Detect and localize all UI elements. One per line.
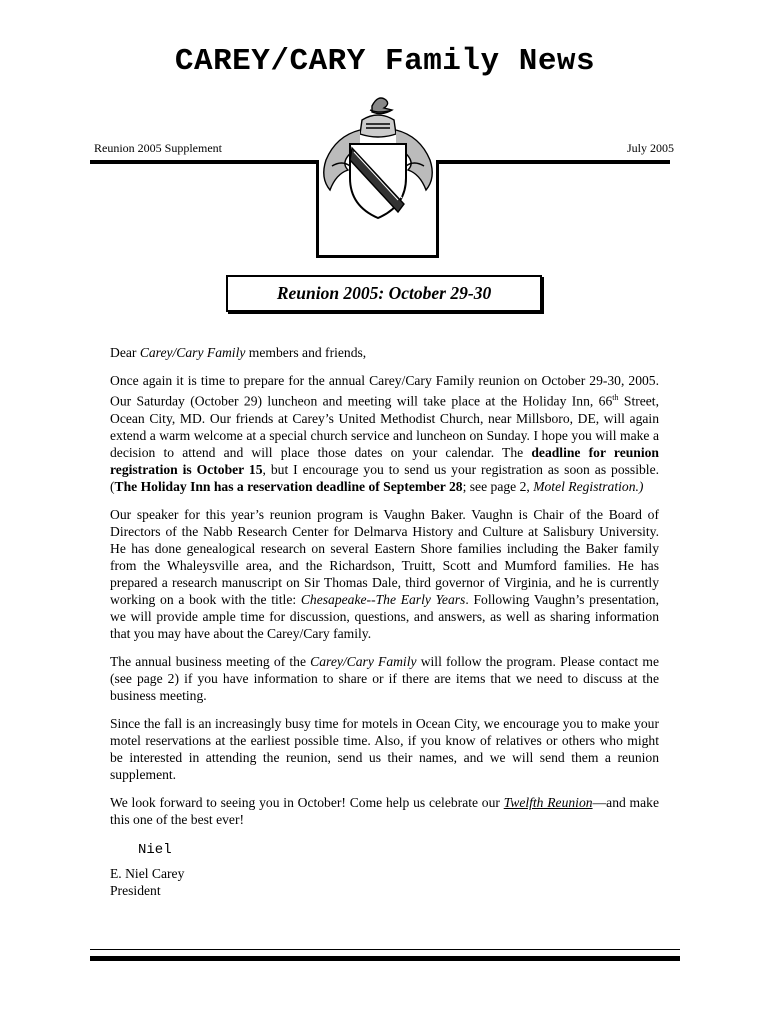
footer-rule-thick xyxy=(90,956,680,961)
paragraph-closing: We look forward to seeing you in October! Come help us celebrate our Twelfth Reunion—and make this one of the best ever! xyxy=(110,794,659,827)
letter-body xyxy=(110,344,659,899)
signer-name: E. Niel Carey xyxy=(110,865,185,881)
greeting: Dear Carey/Cary Family members and friends, xyxy=(110,345,367,360)
header-rule-right xyxy=(436,160,670,164)
coat-of-arms-icon xyxy=(310,86,446,236)
newsletter-title: CAREY/CARY Family News xyxy=(174,44,596,79)
paragraph-intro: Once again it is time to prepare for the annual Carey/Cary Family reunion on October 29-30, 2005. Our Saturday (October 29) luncheon and meeting will take place at the Holiday Inn, 66th Street, Ocean City, MD. Our friends at Carey’s United Methodist Church, near Millsboro, DE, will again extend a warm welcome at a special church service and luncheon on Sunday. I hope you will make a decision to attend and will place those dates on your calendar. The deadline for reunion registration is October 15, but I encourage you to send us your registration as soon as possible. (The Holiday Inn has a reservation deadline of September 28; see page 2, Motel Registration.) xyxy=(110,373,660,494)
signature: Niel xyxy=(138,841,172,858)
issue-date: July 2005 xyxy=(626,141,674,155)
footer-rule-thin xyxy=(90,949,680,950)
paragraph-business-meeting: The annual business meeting of the Carey/Cary Family will follow the program. Please contact me (see page 2) if you have information to share or if there are items that we need to discuss at the business meeting. xyxy=(110,653,659,703)
supplement-label: Reunion 2005 Supplement xyxy=(94,141,222,155)
reunion-dates-banner: Reunion 2005: October 29-30 xyxy=(226,275,542,312)
crest-frame-bottom xyxy=(316,255,439,258)
signer-title: President xyxy=(110,882,161,898)
paragraph-speaker: Our speaker for this year’s reunion program is Vaughn Baker. Vaughn is Chair of the Board of Directors of the Nabb Research Center for Delmarva History and Culture at Salisbury University. He has done genealogical research on several Eastern Shore families including the Baker family from the Whaleysville area, and the Richardson, Truitt, Scott and Mumford families. He has prepared a research manuscript on Sir Thomas Dale, third governor of Virginia, and he is currently working on a book with the title: Chesapeake--The Early Years. Following Vaughn’s presentation, we will provide ample time for discussion, questions, and answers, as well as sharing information that you may have about the Carey/Cary family. xyxy=(110,506,659,641)
header-rule-left xyxy=(90,160,318,164)
paragraph-motels: Since the fall is an increasingly busy time for motels in Ocean City, we encourage you to make your motel reservations at the earliest possible time. Also, if you know of relatives or others who might be interested in attending the reunion, send us their names, and we will send them a reunion supplement. xyxy=(110,715,659,782)
